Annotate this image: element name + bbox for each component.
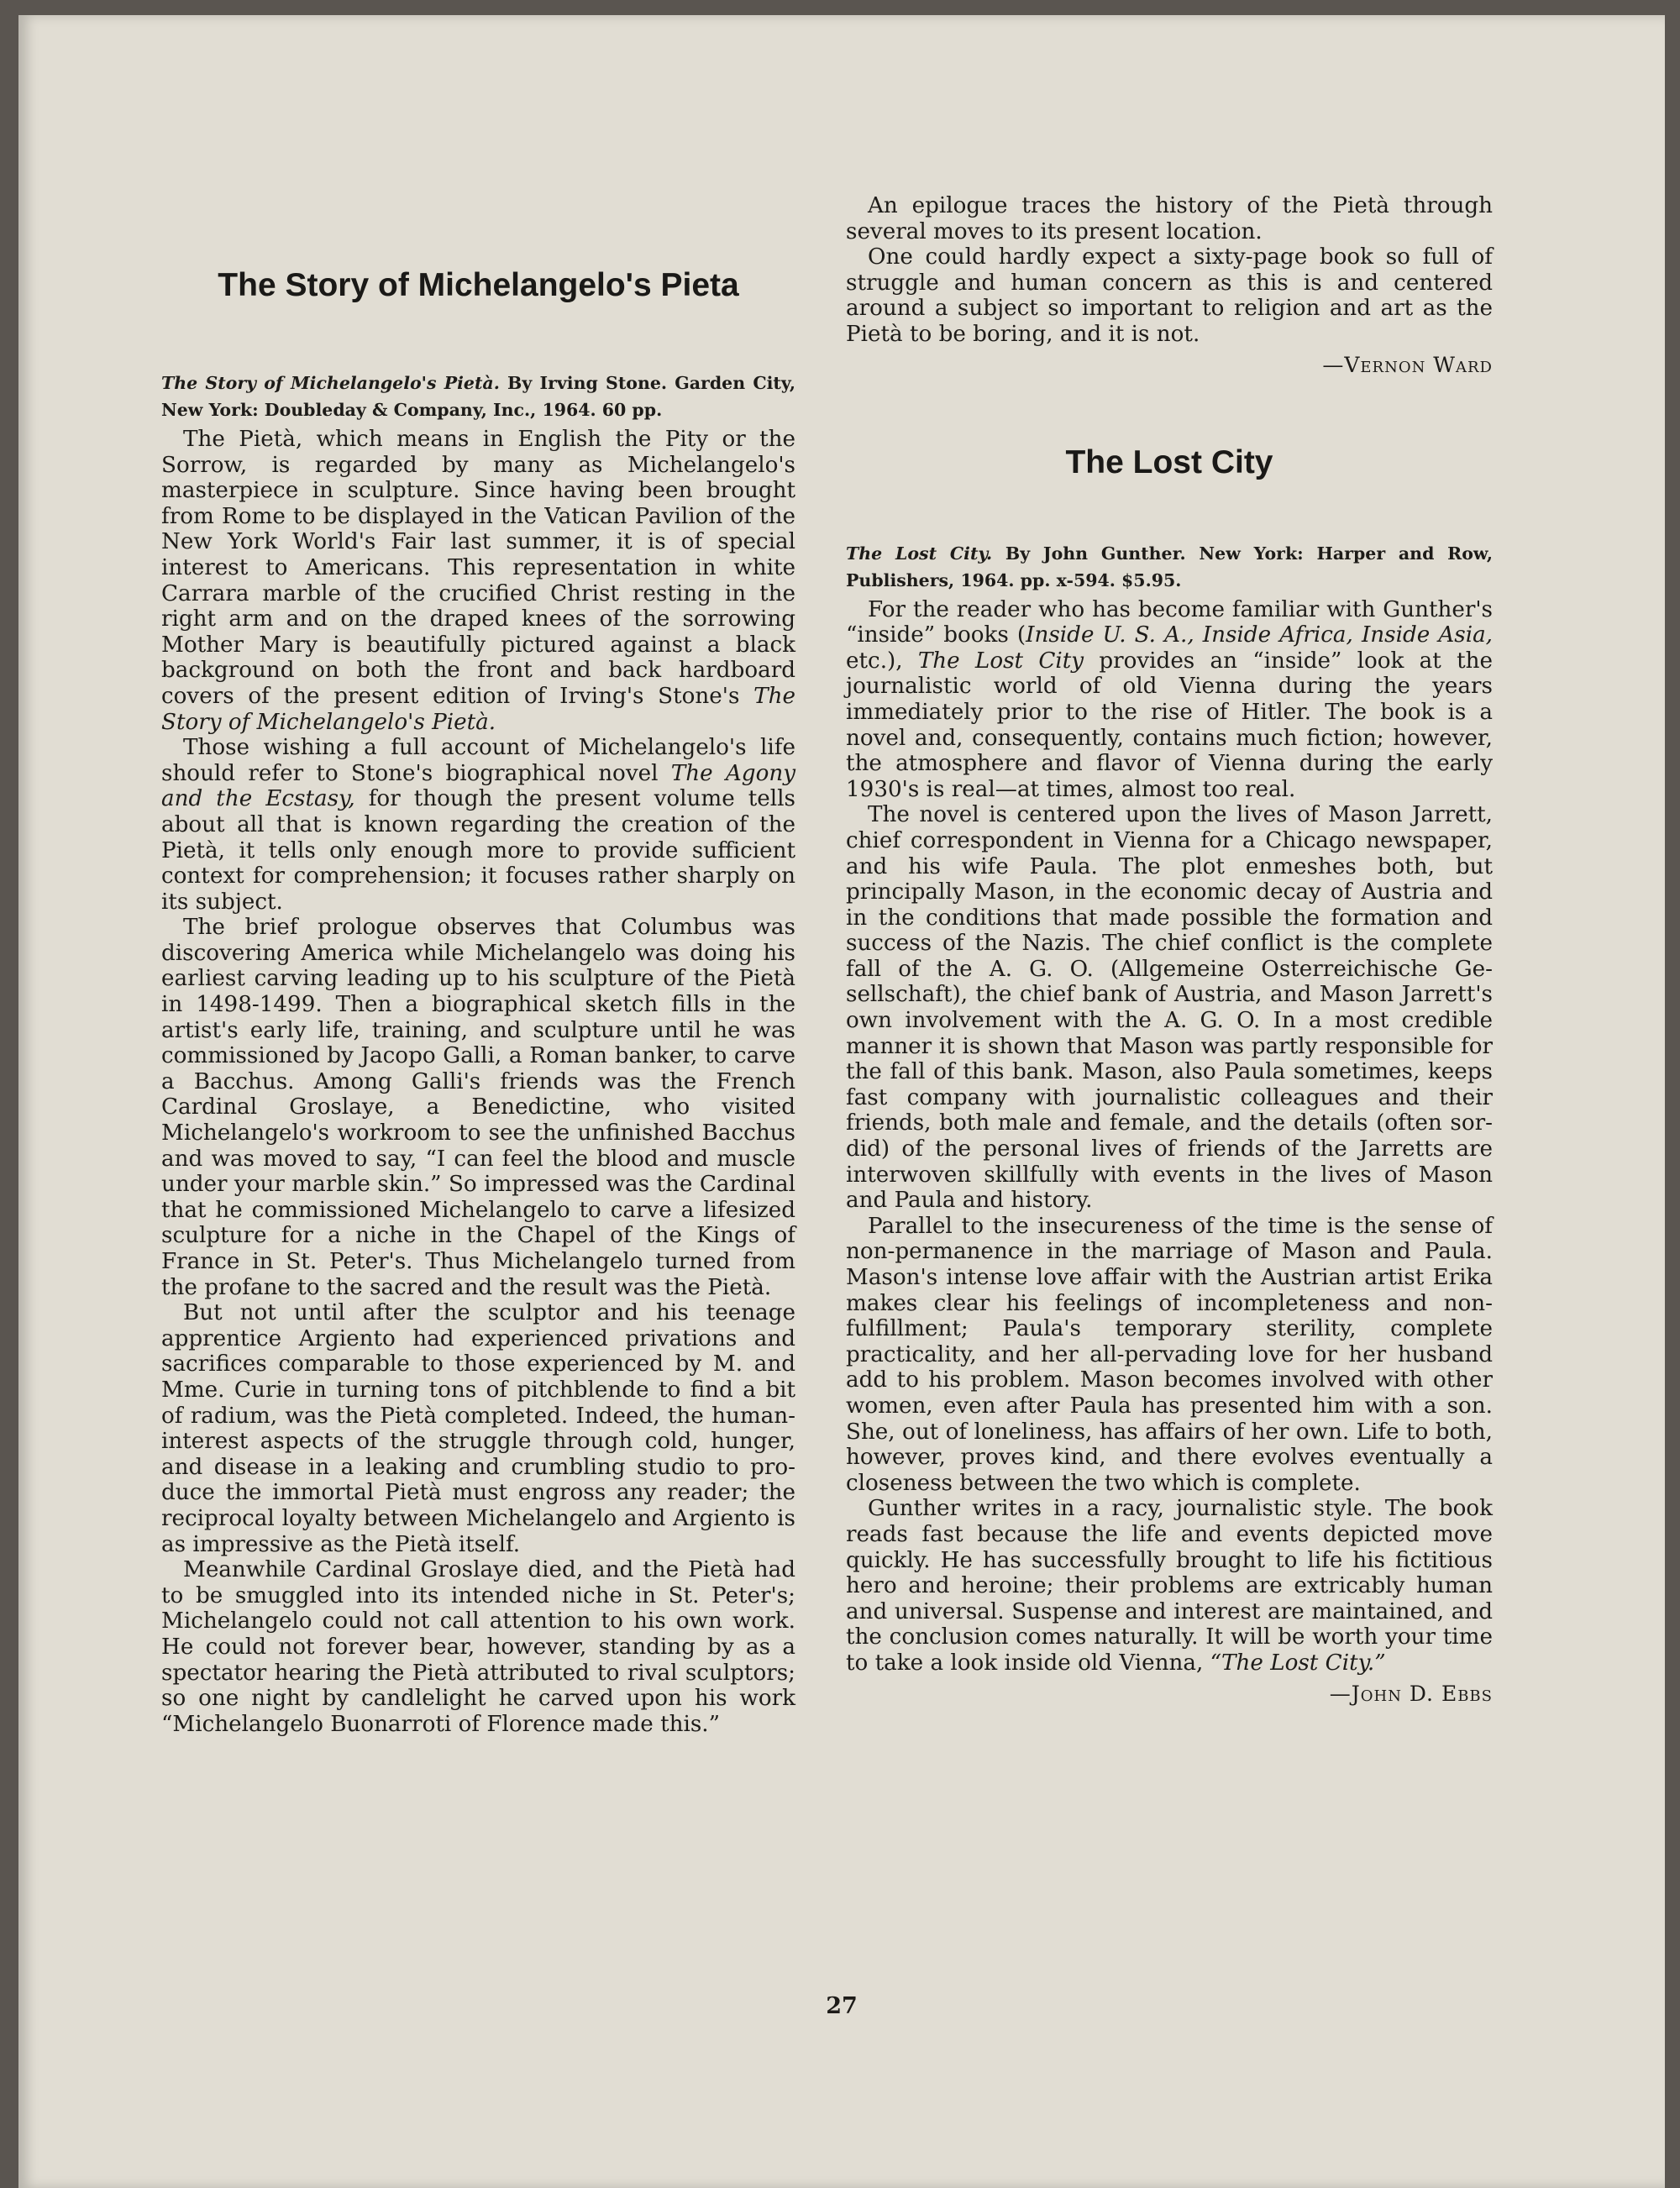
paragraph	[161, 735, 795, 915]
book-title-italic: The Lost City	[917, 648, 1084, 674]
paragraph: Parallel to the insecureness of the time is the sense of non-permanence in the marriage of Mason and Paula. Mason's intense love affair with the Austrian artist Erika makes clear his feelings of incompleteness and non-fulfillment; Paula's temporary sterility, complete practicality, and her all-pervading love for her husband add to his problem. Mason becomes involved with other women, even after Paula has presented him with a son. She, out of loneliness, has affairs of her own. Life to both, however, proves kind, and there evolves eventually a closeness between the two which is complete.	[846, 1213, 1493, 1496]
book-title-italic: The Agony and the Ecstasy,	[161, 760, 795, 812]
citation-details: By John Gunther. New York: Harper and Row, Publishers, 1964. pp. x-594. $5.95.	[846, 543, 1494, 590]
paragraph-text: for though the present volume tells about all that is known regarding the creation of the Pietà, it tells only enough more to provide sufficient context for comprehension; it focuses rather sharply on its subject.	[161, 786, 795, 915]
paragraph-text: etc.),	[846, 648, 918, 674]
paragraph	[161, 427, 795, 735]
review-signature: —John D. Ebbs	[1329, 1681, 1493, 1706]
right-column	[846, 193, 1493, 1706]
review-title-pieta: The Story of Michelangelo's Pieta	[218, 267, 739, 303]
paragraph: The novel is centered upon the lives of Mason Jarrett, chief correspondent in Vienna for a Chicago newspaper, and his wife Paula. The plot enmeshes both, but principally Mason, in the economic decay of Austria and in the conditions that made possible the formation and success of the Nazis. The chief conflict is the complete fall of the A. G. O. (Allgemeine Osterreichische Gesellschaft), the chief bank of Austria, and Mason Jarrett's own involvement with the A. G. O. In a most credible manner it is shown that Mason was partly responsible for the fall of this bank. Mason, also Paula sometimes, keeps fast company with journalistic colleagues and their friends, both male and female, and the details (often sordid) of the personal lives of friends of the Jarretts are interwoven skillfully with events in the lives of Mason and Paula and history.	[846, 802, 1493, 1214]
review-signature: —Vernon Ward	[1322, 352, 1493, 377]
paragraph	[846, 1496, 1493, 1676]
paragraph: But not until after the sculptor and his teenage apprentice Argiento had experienced privations and sacrifices comparable to those experienced by M. and Mme. Curie in turning tons of pitchblende to find a bit of radium, was the Pietà completed. Indeed, the human-interest aspects of the struggle through cold, hunger, and disease in a leaking and crumbling studio to produce the immortal Pietà must engross any reader; the reciprocal loyalty between Michelangelo and Argiento is as impressive as the Pietà itself.	[161, 1300, 795, 1557]
paragraph-text: The Pietà, which means in English the Pity or the Sorrow, is regarded by many as Michelangelo's masterpiece in sculpture. Since having been brought from Rome to be displayed in the Vatican Pavilion of the New York World's Fair last summer, it is of special interest to Americans. This representation in white Carrara marble of the crucified Christ resting in the right arm and on the draped knees of the sorrowing Mother Mary is beautifully pictured against a black background on both the front and back hardboard covers of the present edition of Irving's Stone's	[161, 427, 795, 709]
paragraph-text: provides an “inside” look at the journalistic world of old Vienna during the years immediately prior to the rise of Hitler. The book is a novel and, consequently, contains much fiction; however, the atmosphere and flavor of Vienna during the early 1930's is real—at times, almost too real.	[846, 648, 1493, 802]
citation-book-title: The Story of Michelangelo's Pietà.	[161, 373, 500, 393]
left-column	[161, 267, 795, 1737]
paragraph: An epilogue traces the history of the Pietà through several moves to its present location.	[846, 193, 1493, 244]
citation-pieta	[161, 370, 795, 423]
book-title-italic: The Story of Michelangelo's Pietà.	[161, 683, 795, 735]
magazine-page	[18, 15, 1665, 2188]
paragraph-text: Those wishing a full account of Michelangelo's life should refer to Stone's biographical novel	[161, 735, 795, 786]
citation-lost-city	[846, 540, 1493, 594]
paragraph	[846, 597, 1493, 803]
paragraph: Meanwhile Cardinal Groslaye died, and the Pietà had to be smuggled into its intended niche in St. Peter's; Michelangelo could not call attention to his own work. He could not forever bear, however, standing by as a spectator hearing the Pietà attributed to rival sculptors; so one night by candlelight he carved upon his work “Michelangelo Buonarroti of Florence made this.”	[161, 1557, 795, 1737]
page-number: 27	[826, 1993, 858, 2019]
paragraph-text: For the reader who has become familiar with Gunther's “inside” books (	[846, 596, 1493, 648]
book-title-italic: “The Lost City.”	[1210, 1650, 1386, 1676]
paragraph-text: Gunther writes in a racy, journalistic style. The book reads fast because the life and events depicted move quickly. He has successfully brought to life his fictitious hero and heroine; their problems are extricably human and universal. Suspense and interest are maintained, and the conclusion comes naturally. It will be worth your time to take a look inside old Vienna,	[846, 1496, 1493, 1676]
citation-details: By Irving Stone. Garden City, New York: Doubleday & Company, Inc., 1964. 60 pp.	[161, 373, 795, 420]
paragraph: The brief prologue observes that Columbus was discovering America while Michelangelo was doing his earliest carving leading up to his sculpture of the Pietà in 1498-1499. Then a biographical sketch fills in the artist's early life, training, and sculpture until he was commissioned by Jacopo Galli, a Roman banker, to carve a Bacchus. Among Galli's friends was the French Cardinal Groslaye, a Benedictine, who visited Michelangelo's workroom to see the unfinished Bacchus and was moved to say, “I can feel the blood and muscle under your marble skin.” So impressed was the Cardinal that he commissioned Michelangelo to carve a lifesized sculpture for a niche in the Chapel of the Kings of France in St. Peter's. Thus Michelangelo turned from the profane to the sacred and the result was the Pietà.	[161, 915, 795, 1300]
book-title-italic: Inside U. S. A., Inside Africa, Inside Asia,	[1026, 622, 1494, 648]
citation-book-title: The Lost City.	[846, 543, 993, 564]
review-title-lost-city: The Lost City	[1065, 443, 1273, 480]
paragraph: One could hardly expect a sixty-page book so full of struggle and human concern as this is and centered around a subject so important to religion and art as the Pietà to be boring, and it is not.	[846, 244, 1493, 347]
